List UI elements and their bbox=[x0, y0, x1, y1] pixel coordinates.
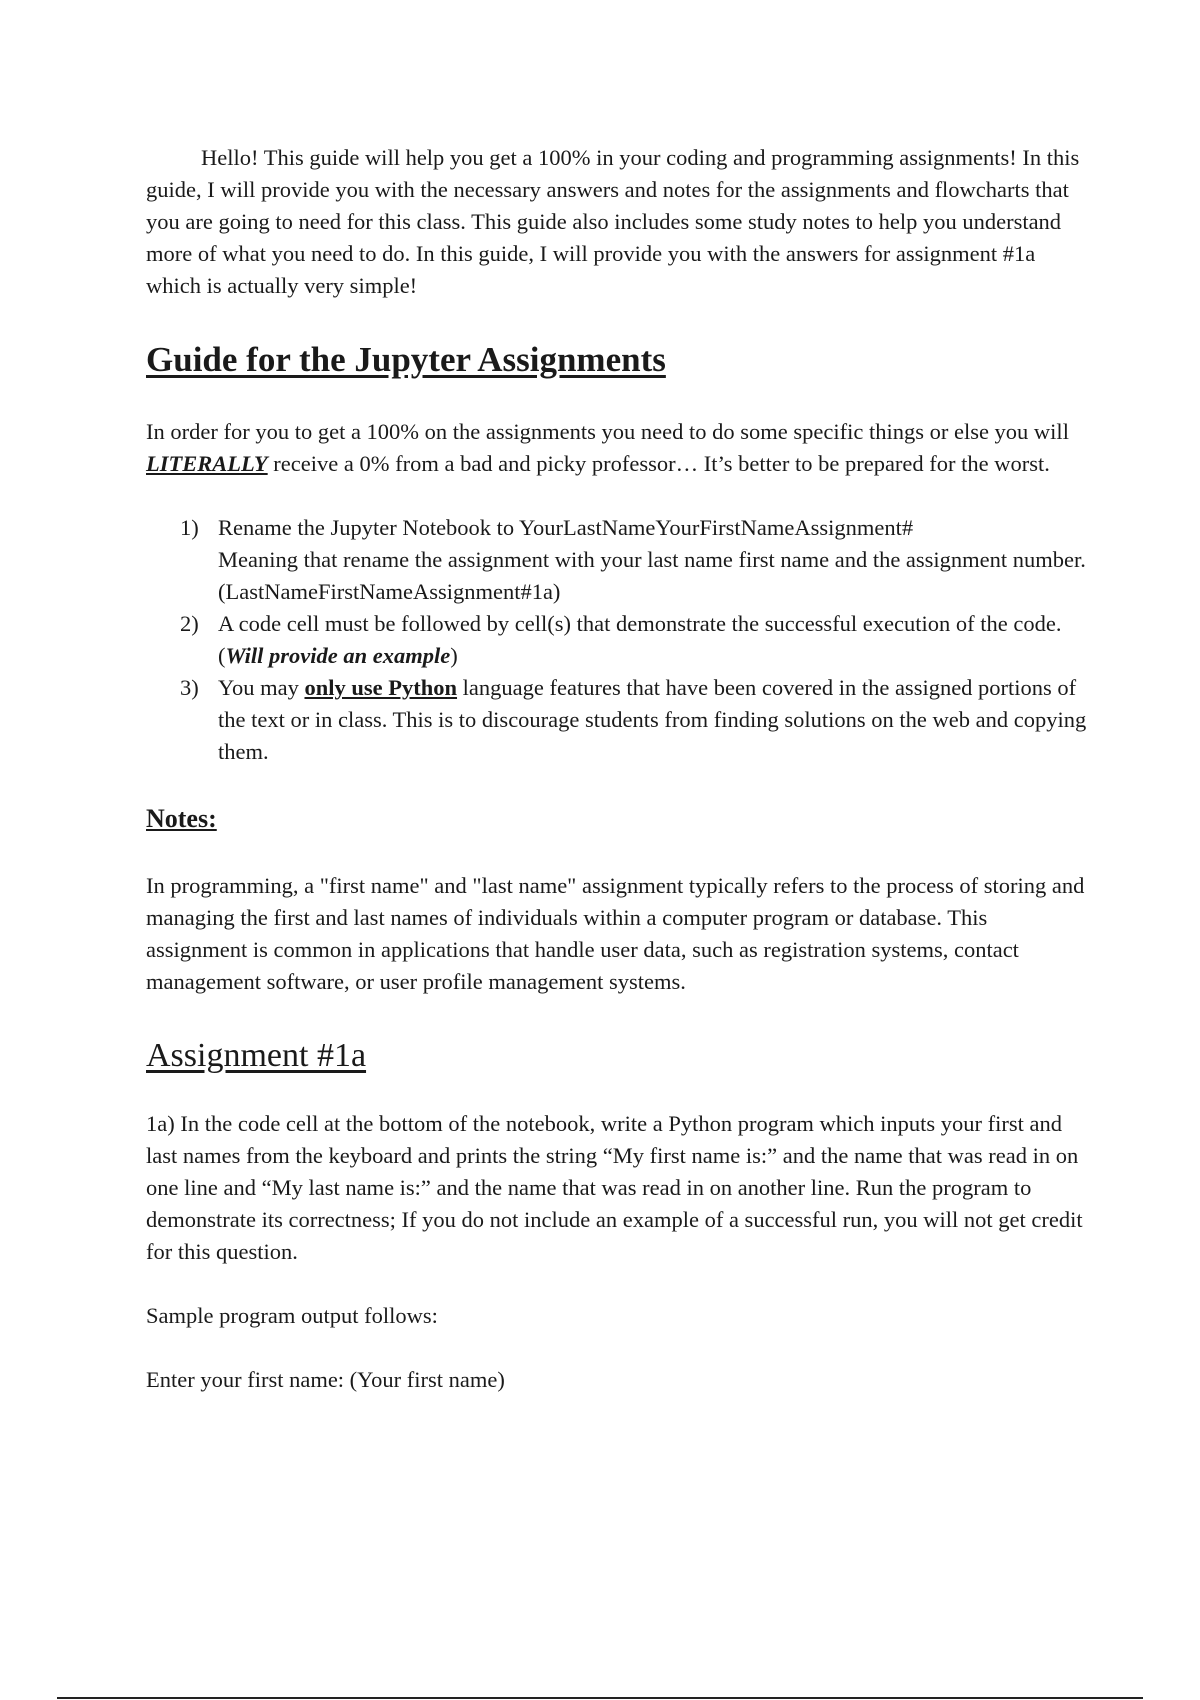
sample-output-line: Enter your first name: (Your first name) bbox=[146, 1367, 505, 1392]
requirements-text-before: In order for you to get a 100% on the assignments you need to do some specific things or else you will bbox=[146, 419, 1069, 444]
literally-emphasis: LITERALLY bbox=[146, 451, 268, 476]
rule-emphasis: Will provide an example bbox=[225, 643, 451, 668]
assignment-heading: Assignment #1a bbox=[146, 1037, 367, 1074]
document-page bbox=[146, 142, 1091, 1396]
sample-intro-text: Sample program output follows: bbox=[146, 1303, 438, 1328]
rule-number: 3) bbox=[180, 675, 199, 700]
assignment-paragraph: 1a) In the code cell at the bottom of the notebook, write a Python program which inputs your first and last names from the keyboard and prints the string “My first name is:” and the name that was read in on one line and “My last name is:” and the name that was read in on another line. Run the program to demonstrate its correctness; If you do not include an example of a successful run, you will not get credit for this question. bbox=[146, 1111, 1083, 1264]
rule-item bbox=[180, 672, 1091, 768]
notes-heading: Notes: bbox=[146, 804, 217, 833]
rule-number: 2) bbox=[180, 611, 199, 636]
footer-divider bbox=[57, 1697, 1143, 1699]
rule-emphasis: only use Python bbox=[304, 675, 458, 700]
rule-item bbox=[180, 608, 1091, 672]
rule-text-before: A code cell must be followed by cell(s) that demonstrate the successful execution of the code. ( bbox=[218, 611, 1062, 668]
rule-text-after: language features that have been covered in the assigned portions of the text or in class. This is to discourage students from finding solutions on the web and copying them. bbox=[218, 675, 1087, 764]
intro-paragraph: Hello! This guide will help you get a 100% in your coding and programming assignments! In this guide, I will provide you with the necessary answers and notes for the assignments and flowcharts that you are going to need for this class. This guide also includes some study notes to help you understand more of what you need to do. In this guide, I will provide you with the answers for assignment #1a which is actually very simple! bbox=[146, 145, 1080, 298]
rules-list bbox=[146, 512, 1091, 768]
requirements-text-after: receive a 0% from a bad and picky professor… It’s better to be prepared for the worst. bbox=[267, 451, 1050, 476]
rule-item bbox=[180, 512, 1091, 608]
rule-text-after: ) bbox=[450, 643, 458, 668]
rule-text-continued: Meaning that rename the assignment with your last name first name and the assignment number. (LastNameFirstNameAssignment#1a) bbox=[218, 547, 1086, 604]
notes-paragraph: In programming, a "first name" and "last name" assignment typically refers to the process of storing and managing the first and last names of individuals within a computer program or database. This assignment is common in applications that handle user data, such as registration systems, contact management software, or user profile management systems. bbox=[146, 873, 1085, 994]
rule-text-before: You may bbox=[218, 675, 305, 700]
guide-heading: Guide for the Jupyter Assignments bbox=[146, 340, 666, 379]
rule-text: Rename the Jupyter Notebook to YourLastNameYourFirstNameAssignment# bbox=[218, 515, 914, 540]
rule-number: 1) bbox=[180, 515, 199, 540]
requirements-paragraph bbox=[146, 416, 1091, 480]
